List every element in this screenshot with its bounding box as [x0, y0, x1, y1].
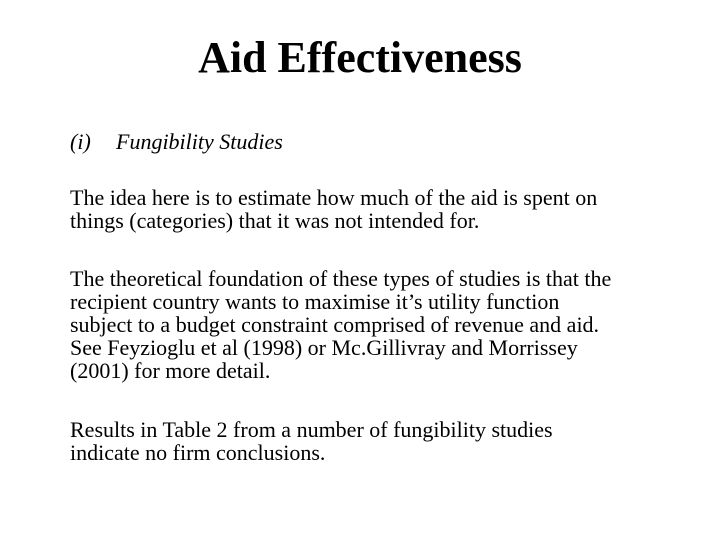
paragraph-line: Results in Table 2 from a number of fungibility studies [70, 417, 553, 442]
paragraph-line: subject to a budget constraint comprised of revenue and aid. [70, 312, 600, 337]
paragraph-line: (2001) for more detail. [70, 358, 271, 383]
section-heading [70, 128, 283, 156]
paragraph-line: indicate no firm conclusions. [70, 440, 326, 465]
paragraph-line: things (categories) that it was not intended for. [70, 208, 480, 233]
paragraph-line: The idea here is to estimate how much of the aid is spent on [70, 185, 598, 210]
paragraph-line: The theoretical foundation of these types of studies is that the [70, 266, 612, 291]
section-heading-text: Fungibility Studies [116, 129, 283, 154]
paragraph-fungibility-definition [70, 186, 670, 232]
paragraph-results [70, 418, 670, 464]
paragraph-line: See Feyzioglu et al (1998) or Mc.Gillivray and Morrissey [70, 335, 578, 360]
slide-title: Aid Effectiveness [198, 33, 522, 82]
paragraph-line: recipient country wants to maximise it’s utility function [70, 289, 560, 314]
section-number: (i) [70, 129, 91, 154]
paragraph-theoretical-foundation [70, 267, 670, 382]
